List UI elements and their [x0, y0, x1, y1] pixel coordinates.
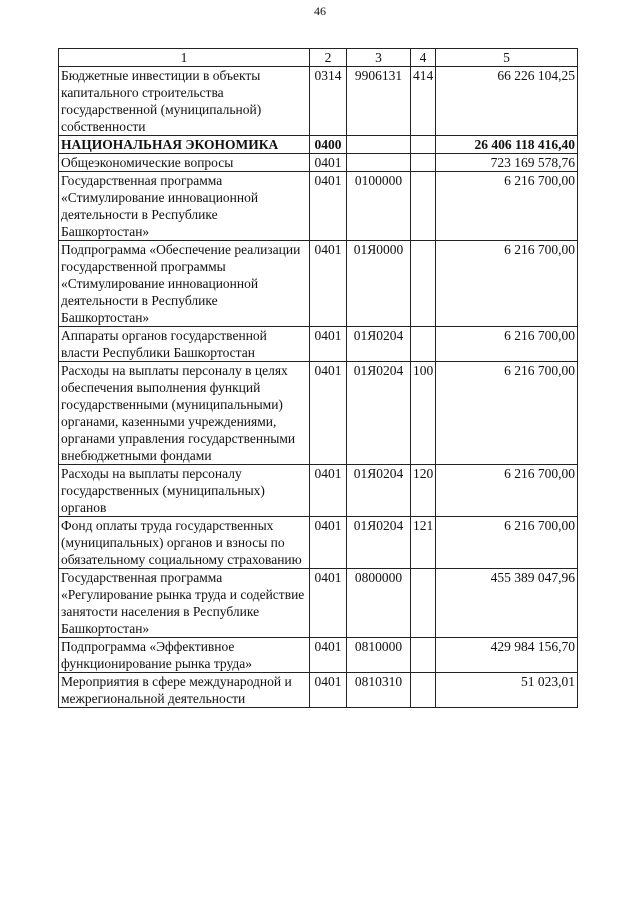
row-name-cell: Подпрограмма «Эффективное функционирование рынка труда»	[59, 638, 310, 673]
row-section-code: 0401	[310, 362, 347, 465]
header-col-3: 3	[347, 49, 411, 67]
row-name-cell: Фонд оплаты труда государственных (муниципальных) органов и взносы по обязательному социальному страхованию	[59, 517, 310, 569]
row-target-code: 0810310	[347, 673, 411, 708]
row-amount: 6 216 700,00	[436, 465, 578, 517]
row-amount: 6 216 700,00	[436, 241, 578, 327]
table-row	[59, 673, 578, 708]
row-name-cell: Аппараты органов государственной власти Республики Башкортостан	[59, 327, 310, 362]
row-target-code: 01Я0204	[347, 327, 411, 362]
row-amount: 6 216 700,00	[436, 327, 578, 362]
row-target-code: 0810000	[347, 638, 411, 673]
row-target-code: 9906131	[347, 67, 411, 136]
row-name-cell: Мероприятия в сфере международной и межрегиональной деятельности	[59, 673, 310, 708]
row-expense-type	[411, 327, 436, 362]
table-row	[59, 569, 578, 638]
table-row	[59, 362, 578, 465]
row-amount: 429 984 156,70	[436, 638, 578, 673]
row-section-code: 0401	[310, 465, 347, 517]
table-row	[59, 136, 578, 154]
header-col-4: 4	[411, 49, 436, 67]
row-name-cell: Общеэкономические вопросы	[59, 154, 310, 172]
header-col-1: 1	[59, 49, 310, 67]
row-section-code: 0401	[310, 638, 347, 673]
table-row	[59, 241, 578, 327]
row-section-code: 0400	[310, 136, 347, 154]
row-expense-type	[411, 172, 436, 241]
row-target-code: 01Я0204	[347, 362, 411, 465]
row-target-code: 01Я0204	[347, 465, 411, 517]
row-section-code: 0401	[310, 172, 347, 241]
row-amount: 51 023,01	[436, 673, 578, 708]
row-amount: 6 216 700,00	[436, 172, 578, 241]
row-amount: 6 216 700,00	[436, 517, 578, 569]
row-section-code: 0401	[310, 569, 347, 638]
page-number: 46	[314, 4, 326, 18]
row-amount: 455 389 047,96	[436, 569, 578, 638]
row-expense-type: 120	[411, 465, 436, 517]
table-row	[59, 327, 578, 362]
row-target-code: 0800000	[347, 569, 411, 638]
budget-table	[58, 48, 578, 708]
header-col-5: 5	[436, 49, 578, 67]
row-amount: 6 216 700,00	[436, 362, 578, 465]
row-expense-type	[411, 241, 436, 327]
table-row	[59, 638, 578, 673]
row-expense-type: 121	[411, 517, 436, 569]
row-target-code	[347, 136, 411, 154]
row-expense-type	[411, 136, 436, 154]
row-amount: 66 226 104,25	[436, 67, 578, 136]
header-col-2: 2	[310, 49, 347, 67]
table-row	[59, 67, 578, 136]
row-section-code: 0401	[310, 154, 347, 172]
row-section-code: 0401	[310, 517, 347, 569]
row-expense-type: 414	[411, 67, 436, 136]
row-amount: 723 169 578,76	[436, 154, 578, 172]
row-target-code: 01Я0000	[347, 241, 411, 327]
table-row	[59, 517, 578, 569]
row-target-code: 01Я0204	[347, 517, 411, 569]
row-section-code: 0401	[310, 327, 347, 362]
row-expense-type	[411, 569, 436, 638]
table-row	[59, 465, 578, 517]
row-expense-type: 100	[411, 362, 436, 465]
row-name-cell: Государственная программа «Стимулирование инновационной деятельности в Республике Башкортостан»	[59, 172, 310, 241]
row-name-cell: Государственная программа «Регулирование рынка труда и содействие занятости населения в Республике Башкортостан»	[59, 569, 310, 638]
row-amount: 26 406 118 416,40	[436, 136, 578, 154]
row-section-code: 0401	[310, 241, 347, 327]
table-header-row	[59, 49, 578, 67]
row-name-cell: Расходы на выплаты персоналу в целях обеспечения выполнения функций государственными (муниципальными) органами, казенными учреждениями, органами управления государственными внебюджетными фондами	[59, 362, 310, 465]
row-expense-type	[411, 673, 436, 708]
row-expense-type	[411, 154, 436, 172]
table-row	[59, 154, 578, 172]
row-target-code: 0100000	[347, 172, 411, 241]
row-name-cell: Расходы на выплаты персоналу государственных (муниципальных) органов	[59, 465, 310, 517]
row-section-code: 0314	[310, 67, 347, 136]
table-row	[59, 172, 578, 241]
row-target-code	[347, 154, 411, 172]
row-name-cell: Подпрограмма «Обеспечение реализации государственной программы «Стимулирование инновационной деятельности в Республике Башкортостан»	[59, 241, 310, 327]
row-expense-type	[411, 638, 436, 673]
row-name-cell: Бюджетные инвестиции в объекты капитального строительства государственной (муниципальной) собственности	[59, 67, 310, 136]
row-name-cell: НАЦИОНАЛЬНАЯ ЭКОНОМИКА	[59, 136, 310, 154]
row-section-code: 0401	[310, 673, 347, 708]
